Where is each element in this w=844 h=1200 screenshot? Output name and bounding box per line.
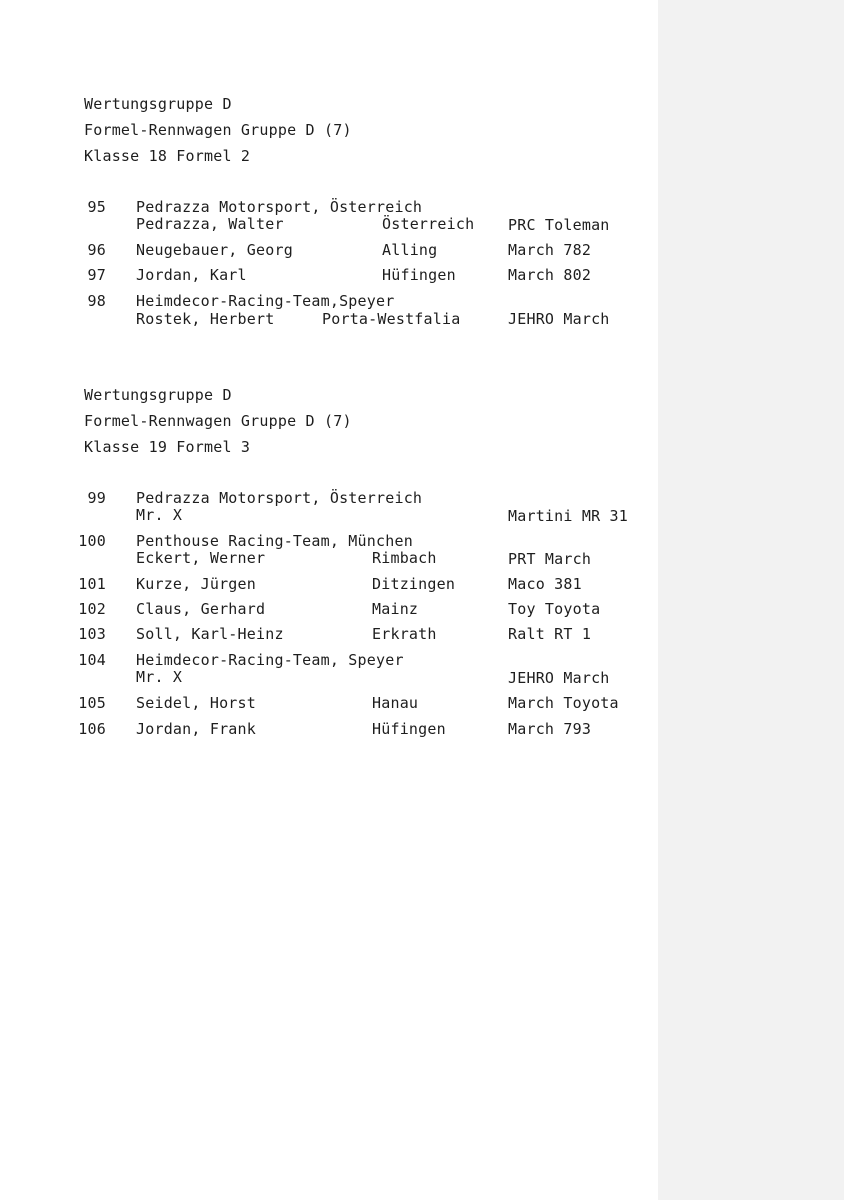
entry-car: March 802 — [508, 266, 592, 284]
entry-city: Erkrath — [372, 625, 437, 643]
entry-driver: Jordan, Frank — [136, 720, 256, 738]
entry-city: Hüfingen — [372, 720, 446, 738]
entry-car: Ralt RT 1 — [508, 625, 592, 643]
section-2-group: Wertungsgruppe D — [84, 386, 232, 404]
entry-number: 101 — [78, 575, 106, 593]
entry-driver: Rostek, Herbert — [136, 310, 275, 328]
entry-number: 103 — [78, 625, 106, 643]
entry-driver: Eckert, Werner — [136, 549, 266, 567]
entry-car: March 793 — [508, 720, 592, 738]
entry-entrant: Penthouse Racing-Team, München — [136, 532, 413, 550]
entry-car: Maco 381 — [508, 575, 582, 593]
entry-number: 100 — [78, 532, 106, 550]
entry-entrant: Pedrazza Motorsport, Österreich — [136, 198, 423, 216]
entry-entrant: Heimdecor-Racing-Team, Speyer — [136, 651, 404, 669]
entry-car: March 782 — [508, 241, 592, 259]
entry-car: JEHRO March — [508, 669, 610, 687]
section-1-class: Klasse 18 Formel 2 — [84, 147, 251, 165]
entry-driver: Soll, Karl-Heinz — [136, 625, 284, 643]
entry-number: 95 — [87, 198, 106, 216]
entry-number: 104 — [78, 651, 106, 669]
entry-number: 102 — [78, 600, 106, 618]
entry-car: JEHRO March — [508, 310, 610, 328]
entry-driver: Jordan, Karl — [136, 266, 247, 284]
entry-city: Hüfingen — [382, 266, 456, 284]
section-2-class: Klasse 19 Formel 3 — [84, 438, 251, 456]
entry-car: Martini MR 31 — [508, 507, 628, 525]
entry-driver: Seidel, Horst — [136, 694, 256, 712]
entry-driver: Mr. X — [136, 668, 183, 686]
section-1-group: Wertungsgruppe D — [84, 95, 232, 113]
entry-city: Ditzingen — [372, 575, 456, 593]
entry-driver: Neugebauer, Georg — [136, 241, 293, 259]
entry-number: 97 — [87, 266, 106, 284]
entry-city: Rimbach — [372, 549, 437, 567]
entry-car: PRT March — [508, 550, 592, 568]
entry-city: Porta-Westfalia — [322, 310, 461, 328]
entry-driver: Claus, Gerhard — [136, 600, 266, 618]
entry-number: 99 — [87, 489, 106, 507]
entry-number: 98 — [87, 292, 106, 310]
entry-city: Österreich — [382, 215, 475, 233]
entry-city: Hanau — [372, 694, 419, 712]
entry-number: 105 — [78, 694, 106, 712]
entry-entrant: Heimdecor-Racing-Team,Speyer — [136, 292, 395, 310]
section-2-category: Formel-Rennwagen Gruppe D (7) — [84, 412, 352, 430]
entry-city: Mainz — [372, 600, 419, 618]
entry-city: Alling — [382, 241, 438, 259]
entry-car: PRC Toleman — [508, 216, 610, 234]
page-margin — [658, 0, 844, 1200]
entry-number: 96 — [87, 241, 106, 259]
entry-driver: Pedrazza, Walter — [136, 215, 284, 233]
entry-driver: Kurze, Jürgen — [136, 575, 256, 593]
section-1-category: Formel-Rennwagen Gruppe D (7) — [84, 121, 352, 139]
entry-number: 106 — [78, 720, 106, 738]
entry-entrant: Pedrazza Motorsport, Österreich — [136, 489, 423, 507]
entry-car: Toy Toyota — [508, 600, 601, 618]
entry-driver: Mr. X — [136, 506, 183, 524]
entry-car: March Toyota — [508, 694, 619, 712]
